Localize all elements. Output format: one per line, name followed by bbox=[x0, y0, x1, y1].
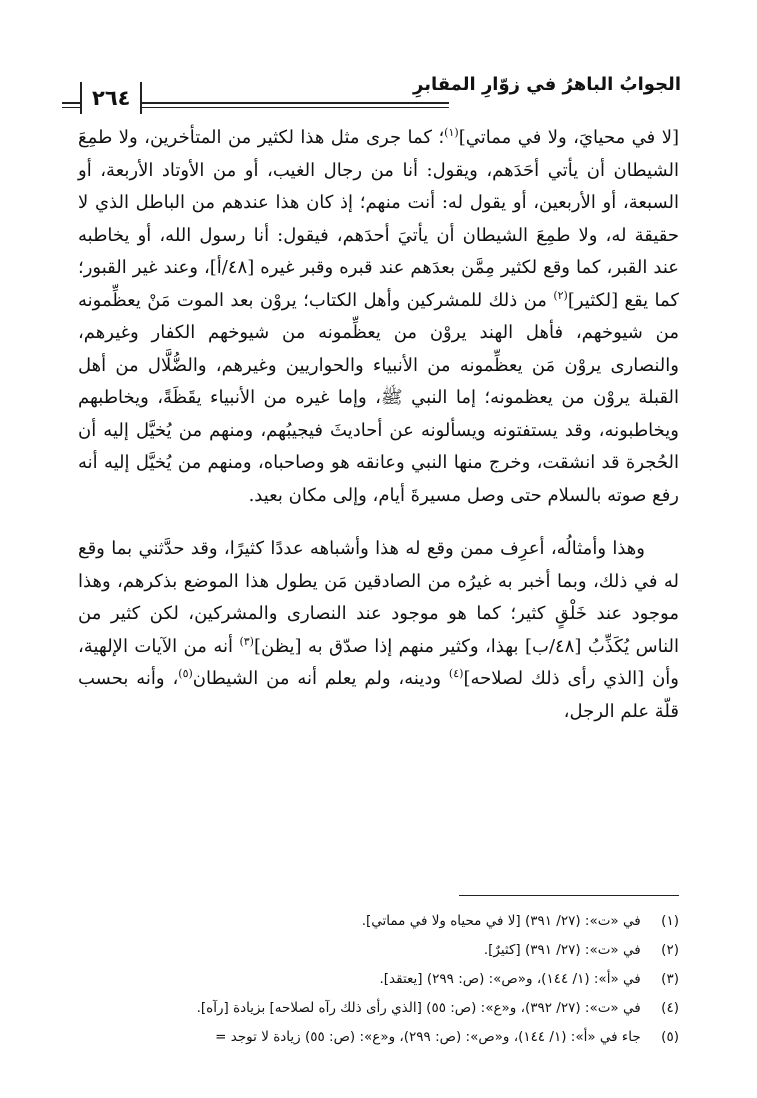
running-title: الجوابُ الباهرُ في زوّارِ المقابرِ bbox=[413, 74, 681, 95]
page-number: ٢٦٤ bbox=[80, 82, 142, 114]
footnote-text: في «ت»: (٢٧/ ٣٩١) [لا في محياه ولا في مماتي]. bbox=[361, 913, 641, 929]
footnote-3 bbox=[68, 965, 679, 994]
footnote-text: في «ت»: (٢٧/ ٣٩١) [كثيرٌ]. bbox=[483, 942, 641, 958]
text-run: أنه من الآيات الإلهية، وأن [الذي رأى ذلك لصلاحه] bbox=[78, 635, 679, 689]
footnote-ref-4[interactable]: (٤) bbox=[448, 667, 464, 680]
footnote-ref-5[interactable]: (٥) bbox=[178, 667, 193, 680]
text-run: ، وأنه بحسب قلّة علم الرجل، bbox=[78, 668, 679, 722]
page-header bbox=[62, 66, 681, 116]
footnote-number: (٤) bbox=[661, 1000, 679, 1016]
text-run: ودينه، ولم يعلم أنه من الشيطان bbox=[192, 668, 449, 689]
footnote-number: (٥) bbox=[661, 1029, 679, 1045]
footnote-2 bbox=[68, 936, 679, 965]
footnote-separator bbox=[459, 895, 679, 896]
footnote-5 bbox=[68, 1023, 679, 1052]
main-text bbox=[78, 122, 679, 728]
footnote-1 bbox=[68, 907, 679, 936]
footnote-text: جاء في «أ»: (١/ ١٤٤)، و«ص»: (ص: ٢٩٩)، و«ع»: (ص: ٥٥) زيادة لا توجد = bbox=[215, 1029, 641, 1045]
footnotes bbox=[68, 907, 679, 1052]
footnote-ref-2[interactable]: (٢) bbox=[553, 288, 568, 302]
text-run: ؛ كما جرى مثل هذا لكثير من المتأخرين، ولا طمِعَ الشيطان أن يأتي أحَدَهم، ويقول: أنا من رجال الغيب، أو من الأوتاد الأربعة، أو السبعة، أو الأربعين، أو يقول له: أنت منهم؛ إذ كان هذا عندهم من الباطل الذي لا حقيقة له، ولا طمِعَ الشيطان أن يأتيَ أحدَهم، فيقول: أنا رسول الله، أو يخاطبه عند القبر، كما وقع لكثير مِمَّن بعدَهم عند قبره وقبر غيره [٤٨/أ]، وعند غير القبور؛ كما يقع [لكثير] bbox=[78, 127, 679, 311]
footnote-number: (١) bbox=[661, 913, 679, 929]
footnote-number: (٣) bbox=[661, 971, 679, 987]
text-run: من ذلك للمشركين وأهل الكتاب؛ يروْن بعد الموت مَنْ يعظِّمونه من شيوخهم، فأهل الهند يروْن من يعظِّمونه من شيوخهم الكفار وغيرهم، والنصارى يروْن مَن يعظِّمونه من الأنبياء والحواريين وغيرهم، والضُّلَّال من أهل القبلة يروْن من يعظمونه؛ إما النبي ﷺ، وإما غيره من الأنبياء يقَظَةً، ويخاطبهم ويخاطبونه، وقد يستفتونه ويسألونه عن أحاديثَ فيجيبُهم، ومنهم من يُخيَّل إليه أن الحُجرة قد انشقت، وخرج منها النبي وعانقه هو وصاحباه، ومنهم من يُخيَّل إليه أنه رفع صوته بالسلام حتى وصل مسيرةَ أيام، وإلى مكان بعيد. bbox=[78, 289, 679, 506]
footnote-ref-3[interactable]: (٣) bbox=[239, 634, 254, 648]
footnote-text: في «ت»: (٢٧/ ٣٩٢)، و«ع»: (ص: ٥٥) [الذي رأى ذلك رآه لصلاحه] بزيادة [رآه]. bbox=[196, 1000, 641, 1016]
paragraph-1 bbox=[78, 122, 679, 512]
footnote-number: (٢) bbox=[661, 942, 679, 958]
footnote-ref-1[interactable]: (١) bbox=[444, 126, 459, 139]
footnote-4 bbox=[68, 994, 679, 1023]
footnote-text: في «أ»: (١/ ١٤٤)، و«ص»: (ص: ٢٩٩) [يعتقد]. bbox=[379, 971, 641, 987]
text-run: وهذا وأمثالُه، أعرِف ممن وقع له هذا وأشباهه عددًا كثيرًا، وقد حدَّثني بما وقع له في ذلك، وبما أخبر به غيرُه من الصادقين مَن يطول هذا الموضع بذكرهم، وهذا موجود عند خَلْقٍ كثير؛ كما هو موجود عند النصارى والمشركين، لكن كثير من الناس يُكَذِّبُ [٤٨/ب] بهذا، وكثير منهم إذا صدّق به [يظن] bbox=[78, 538, 679, 657]
paragraph-2 bbox=[78, 533, 679, 728]
text-run: [لا في محيايَ، ولا في مماتي] bbox=[458, 127, 679, 148]
header-rule-left bbox=[62, 102, 78, 108]
